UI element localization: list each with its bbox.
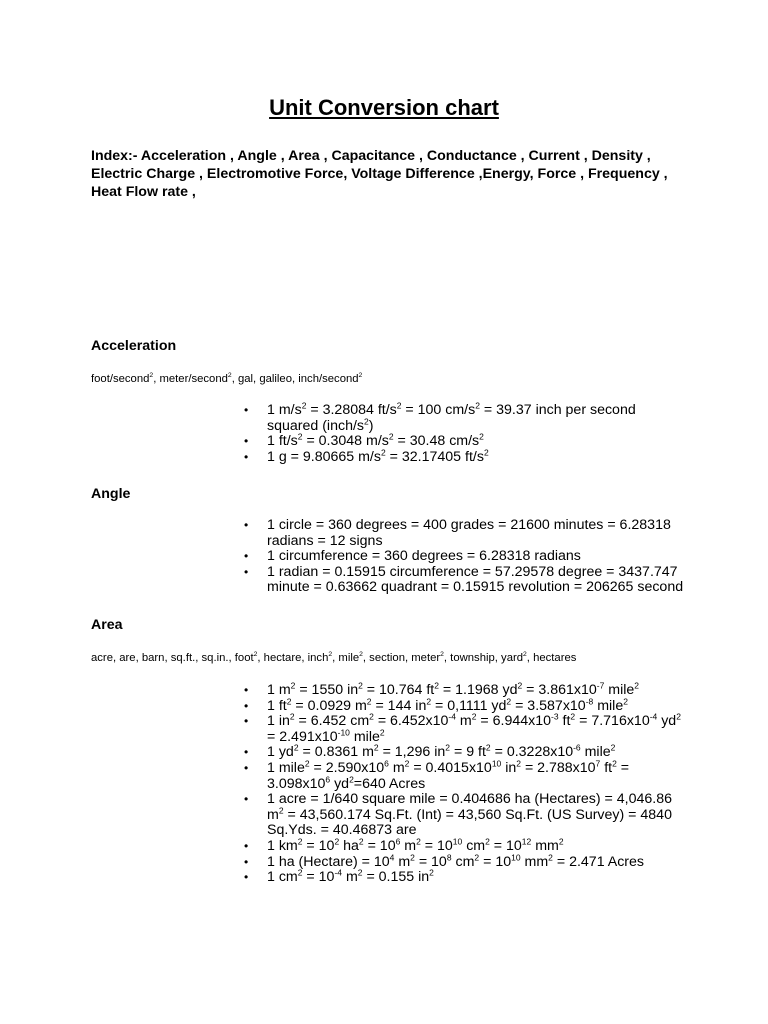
list-item: [244, 549, 684, 565]
list-item: [244, 711, 684, 745]
conversion-text: 1 circumference = 360 degrees = 6.28318 radians: [267, 548, 581, 565]
index-paragraph: Index:- Acceleration , Angle , Area , Capacitance , Conductance , Current , Density , Electric Charge , Electromotive Force, Voltage Difference ,Energy, Force , Frequency , Heat Flow rate ,: [91, 148, 668, 200]
conversion-text: 1 $ft/s^2 = 0.3048$ $m/s^2 = 30.48$ $cm/s^2$: [267, 431, 484, 450]
list-item: [244, 836, 684, 855]
list-item: [244, 565, 684, 596]
bullet-icon: •: [244, 449, 249, 464]
conversion-text: 1 $ft^2 = 0.0929$ $m^2 = 144$ $in^2 = 0,1111$ $yd^2 = 3.587x10^{-8}$ mile$^2$: [267, 695, 628, 714]
conversion-text: 1 mile$^2$ = $2.590x10^6$ $m^2 = 0.4015x10^{10}$ $in^2 = 2.788x10^7$ $ft^2 = 3.098x10^6$ $yd^2=640$ Acres: [267, 758, 630, 792]
list-item: [244, 742, 684, 761]
bullet-icon: •: [244, 760, 249, 775]
acceleration-conversion-list: [244, 400, 684, 465]
area-unit-list: acre, are, barn, sq.ft., sq.in., foot$^2$, hectare, inch$^2$, mile$^2$, section, meter$^2$, township, yard$^2$, hectares: [91, 651, 577, 664]
bullet-icon: •: [244, 698, 249, 713]
list-item: [244, 447, 684, 466]
list-item: [244, 867, 684, 886]
list-item: [244, 400, 684, 434]
angle-conversion-list: [244, 518, 684, 596]
list-item: [244, 758, 684, 792]
bullet-icon: •: [244, 518, 249, 532]
acceleration-unit-list: foot/second$^2$, meter/second$^2$, gal, galileo, inch/second$^2$: [91, 372, 363, 385]
list-item: [244, 680, 684, 699]
bullet-icon: •: [244, 683, 249, 697]
conversion-text: 1 circle = 360 degrees = 400 grades = 21600 minutes = 6.28318 radians = 12 signs: [267, 517, 671, 549]
section-heading-angle: Angle: [91, 486, 131, 502]
section-heading-area: Area: [91, 617, 123, 633]
list-item: [244, 695, 684, 715]
list-item: [244, 431, 684, 450]
conversion-text: 1 $km^2 = 10^2$ $ha^2 = 10^6$ $m^2 = 10^{10}$ $cm^2 = 10^{12}$ $mm^2$: [267, 836, 564, 854]
conversion-text: 1 $m/s^2 = 3.28084$ $ft/s^2 = 100$ $cm/s^2 = 39.37$ inch per second squared $(inch/s^2)$: [267, 400, 636, 434]
bullet-icon: •: [244, 714, 249, 729]
bullet-icon: •: [244, 403, 249, 417]
conversion-text: 1 g = 9.80665 $m/s^2 = 32.17405$ $ft/s^2$: [267, 447, 489, 465]
conversion-text: 1 $in^2 = 6.452$ $cm^2 = 6.452x10^{-4}$ $m^2 = 6.944x10^{-3}$ $ft^2 = 7.716x10^{-4}$ $yd^2 = 2.491x10^{-10}$ mile$^2$: [267, 711, 681, 745]
bullet-icon: •: [244, 434, 249, 449]
bullet-icon: •: [244, 549, 249, 564]
area-conversion-list: [244, 680, 684, 886]
bullet-icon: •: [244, 854, 249, 869]
bullet-icon: •: [244, 792, 249, 807]
list-item: [244, 518, 684, 549]
conversion-text: 1 $yd^2 = 0.8361$ $m^2 = 1,296$ $in^2 = 9$ $ft^2 = 0.3228x10^{-6}$ mile$^2$: [267, 742, 616, 761]
bullet-icon: •: [244, 564, 249, 579]
list-item: [244, 851, 684, 871]
conversion-text: 1 ha (Hectare) = $10^4$ $m^2 = 10^8$ $cm^2 = 10^{10}$ $mm^2 = 2.471$ Acres: [267, 851, 645, 870]
conversion-text: 1 radian = 0.15915 circumference = 57.29578 degree = 3437.747 minute = 0.63662 quadrant = 0.15915 revolution = 206265 second: [267, 563, 684, 596]
page-title: Unit Conversion chart: [269, 95, 499, 120]
conversion-text: 1 $cm^2 = 10^{-4}$ $m^2 = 0.155$ $in^2$: [267, 867, 434, 886]
section-heading-acceleration: Acceleration: [91, 338, 177, 354]
conversion-text: 1 acre = 1/640 square mile = 0.404686 ha (Hectares) = 4,046.86 $m^2 = 43,560.174$ Sq.Ft. (Int) = 43,560 Sq.Ft. (US Survey) = 4840 Sq.Yds. = 40.46873 are: [267, 791, 673, 839]
list-item: [244, 792, 684, 839]
bullet-icon: •: [244, 870, 249, 885]
bullet-icon: •: [244, 838, 249, 853]
conversion-text: 1 $m^2 = 1550$ $in^2 = 10.764$ $ft^2 = 1.1968$ $yd^2 = 3.861x10^{-7}$ mile$^2$: [267, 680, 640, 698]
bullet-icon: •: [244, 745, 249, 760]
